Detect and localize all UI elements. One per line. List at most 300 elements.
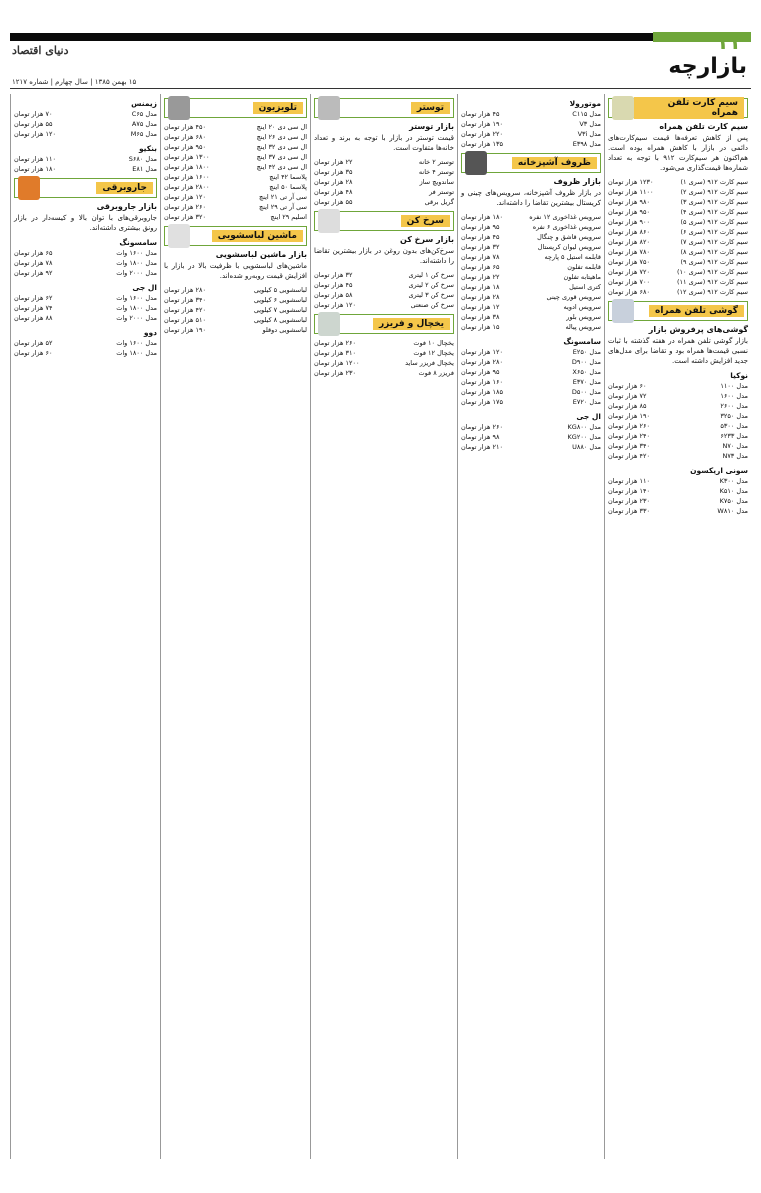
article-body: بازار گوشی تلفن همراه در هفته گذشته با ثبات نسبی قیمت‌ها همراه بود و تقاضا برای مدل‌های جدید افزایش داشته است. [608, 337, 748, 365]
item-name: مدل E۷۲۰ [572, 398, 601, 406]
item-name: سرویس غذاخوری ۱۲ نفره [529, 213, 601, 221]
section-title: جاروبرقی [96, 182, 153, 194]
brand-heading: بنکیو [138, 144, 157, 153]
item-price: ۱۶۰ هزار تومان [461, 378, 503, 386]
price-row [608, 486, 748, 496]
price-row [14, 248, 157, 258]
brand-heading: سونی اریکسون [690, 466, 748, 475]
item-name: سیم کارت ۹۱۲ (سری ۵) [680, 218, 748, 226]
price-row [608, 197, 748, 207]
product-image-icon [318, 312, 340, 336]
item-price: ۳۳۰ هزار تومان [608, 507, 650, 515]
column-5 [10, 94, 160, 1159]
item-name: فریزر ۸ فوت [418, 369, 454, 377]
price-row [461, 377, 601, 387]
item-price: ۳۲۰ هزار تومان [164, 213, 206, 221]
item-price: ۳۸ هزار تومان [461, 313, 500, 321]
article-subtitle: بازار جاروبرقی [96, 202, 157, 211]
price-row [608, 391, 748, 401]
item-price: ۵۸ هزار تومان [314, 291, 353, 299]
price-row [461, 347, 601, 357]
price-row [14, 313, 157, 323]
item-price: ۱۹۰ هزار تومان [164, 326, 206, 334]
price-row [608, 506, 748, 516]
item-price: ۱۲۰۰ هزار تومان [314, 359, 360, 367]
brand-heading: دوو [143, 328, 157, 337]
price-row [461, 367, 601, 377]
item-price: ۱۲۰ هزار تومان [461, 348, 503, 356]
section-title: تلویزیون [253, 102, 303, 114]
item-name: سرخ کن ۱ لیتری [408, 271, 454, 279]
item-price: ۱۴۰ هزار تومان [608, 487, 650, 495]
item-price: ۱۱۰ هزار تومان [14, 155, 56, 163]
price-row [164, 132, 307, 142]
item-name: سرخ کن ۲ لیتری [408, 281, 454, 289]
item-name: ال سی دی ۳۲ اینچ [256, 143, 307, 151]
item-price: ۴۲۰ هزار تومان [608, 452, 650, 460]
item-name: مدل ۲۰۰۰ وات [116, 269, 157, 277]
product-image-icon [612, 96, 634, 120]
item-name: گریل برقی [424, 198, 454, 206]
price-row [314, 167, 454, 177]
item-name: یخچال ۱۰ فوت [413, 339, 454, 347]
price-row [608, 496, 748, 506]
item-price: ۹۲ هزار تومان [14, 269, 53, 277]
header-bar [10, 33, 751, 41]
item-name: اسلیم ۲۹ اینچ [270, 213, 307, 221]
brand-logo: دنیای اقتصاد [12, 44, 69, 57]
item-price: ۳۲ هزار تومان [461, 243, 500, 251]
item-name: مدل KG۸۰۰ [567, 423, 601, 431]
item-price: ۲۲ هزار تومان [314, 158, 353, 166]
section-header [164, 98, 307, 118]
product-image-icon [612, 299, 634, 323]
item-name: مدل D۹۰۰ [571, 358, 601, 366]
item-price: ۸۸ هزار تومان [14, 314, 53, 322]
item-price: ۱۶۰۰ هزار تومان [164, 173, 210, 181]
item-price: ۲۱۰ هزار تومان [461, 443, 503, 451]
item-name: مدل ۱۸۰۰ وات [116, 259, 157, 267]
item-name: توستر ۴ خانه [418, 168, 454, 176]
item-price: ۹۸۰ هزار تومان [608, 198, 650, 206]
column-2 [457, 94, 604, 1159]
price-row [164, 162, 307, 172]
item-name: مدل ۶۲۳۳ [720, 432, 748, 440]
item-name: سی آر تی ۲۹ اینچ [258, 203, 307, 211]
brand-heading: نوکیا [730, 371, 748, 380]
item-name: سیم کارت ۹۱۲ (سری ۱) [680, 178, 748, 186]
price-row [14, 119, 157, 129]
item-price: ۱۲۳۰ هزار تومان [608, 178, 654, 186]
page-number: ۲۴ [718, 30, 744, 54]
item-price: ۹۵۰ هزار تومان [608, 208, 650, 216]
item-name: مدل W۸۱۰ [717, 507, 748, 515]
item-price: ۱۲۰ هزار تومان [164, 193, 206, 201]
price-row [164, 285, 307, 295]
item-price: ۱۸۵ هزار تومان [461, 388, 503, 396]
item-name: سرویس بلور [566, 313, 601, 321]
item-price: ۶۸۰ هزار تومان [164, 133, 206, 141]
price-row [14, 268, 157, 278]
item-price: ۲۶۰ هزار تومان [164, 203, 206, 211]
item-name: توستر ۲ خانه [418, 158, 454, 166]
item-price: ۱۸۰۰ هزار تومان [164, 163, 210, 171]
item-name: مدل X۶۵۰ [572, 368, 601, 376]
item-price: ۲۳۰ هزار تومان [314, 369, 356, 377]
item-price: ۶۸۰ هزار تومان [608, 288, 650, 296]
price-row [608, 207, 748, 217]
product-image-icon [18, 176, 40, 200]
item-price: ۸۵ هزار تومان [608, 402, 647, 410]
item-name: مدل N۷۰ [722, 442, 748, 450]
section-header [314, 314, 454, 334]
price-row [608, 411, 748, 421]
item-price: ۱۲۰ هزار تومان [14, 130, 56, 138]
item-price: ۳۲ هزار تومان [314, 271, 353, 279]
brand-heading: ال جی [132, 283, 157, 292]
article-body: ماشین‌های لباسشویی با ظرفیت بالا در بازار با افزایش قیمت روبه‌رو شده‌اند. [164, 262, 307, 280]
item-name: سیم کارت ۹۱۲ (سری ۸) [680, 248, 748, 256]
item-price: ۱۹۰ هزار تومان [461, 120, 503, 128]
item-name: سیم کارت ۹۱۲ (سری ۱۱) [676, 278, 748, 286]
item-price: ۲۶۰ هزار تومان [608, 422, 650, 430]
item-name: مدل N۷۳ [722, 452, 748, 460]
item-name: ساندویچ ساز [419, 178, 454, 186]
price-row [461, 119, 601, 129]
item-name: سی آر تی ۲۱ اینچ [258, 193, 307, 201]
section-header [461, 153, 601, 173]
price-row [461, 302, 601, 312]
item-name: سرویس لیوان کریستال [537, 243, 601, 251]
item-name: سیم کارت ۹۱۲ (سری ۱۲) [676, 288, 748, 296]
article-subtitle: بازار توستر [409, 122, 454, 131]
section-header [608, 301, 748, 321]
item-name: مدل E۸۱ [132, 165, 157, 173]
price-row [14, 154, 157, 164]
item-price: ۲۸۰ هزار تومان [164, 286, 206, 294]
price-row [164, 315, 307, 325]
price-row [14, 293, 157, 303]
header-rule [10, 88, 751, 89]
price-row [14, 109, 157, 119]
item-name: مدل E۳۷۰ [572, 378, 601, 386]
item-price: ۷۰۰ هزار تومان [608, 278, 650, 286]
item-name: سرویس قوری چینی [546, 293, 601, 301]
product-image-icon [168, 224, 190, 248]
item-price: ۷۲ هزار تومان [608, 392, 647, 400]
price-row [164, 122, 307, 132]
article-subtitle: سیم کارت تلفن همراه [659, 122, 748, 131]
item-name: سرویس قاشق و چنگال [537, 233, 601, 241]
price-row [14, 338, 157, 348]
price-row [461, 139, 601, 149]
item-price: ۶۰ هزار تومان [14, 349, 53, 357]
item-name: سیم کارت ۹۱۲ (سری ۷) [680, 238, 748, 246]
price-row [164, 305, 307, 315]
price-row [461, 442, 601, 452]
article-body: پس از کاهش تعرفه‌ها قیمت سیم‌کارت‌های دائمی در بازار با کاهش همراه بوده است. هم‌اکنون هر سیم‌کارت ۹۱۲ با توجه به تعداد شماره‌ها قیمت‌گذاری می‌شود. [608, 134, 748, 172]
item-price: ۸۲۰ هزار تومان [608, 238, 650, 246]
price-row [164, 142, 307, 152]
item-name: مدل ۱۱۰۰ [720, 382, 748, 390]
article-body: جاروبرقی‌های با توان بالا و کیسه‌دار در بازار رونق بیشتری داشته‌اند. [14, 214, 157, 232]
item-price: ۴۸ هزار تومان [314, 188, 353, 196]
item-price: ۴۵۰ هزار تومان [164, 123, 206, 131]
brand-heading: سامسونگ [563, 337, 601, 346]
price-row [461, 397, 601, 407]
item-price: ۱۱۰ هزار تومان [608, 477, 650, 485]
item-name: مدل ۲۶۰۰ [720, 402, 748, 410]
item-price: ۶۲ هزار تومان [14, 294, 53, 302]
brand-heading: موتورولا [569, 99, 601, 108]
price-row [608, 227, 748, 237]
section-title: ماشین لباسشویی [212, 230, 303, 242]
section-title: سیم کارت تلفن همراه [634, 97, 744, 119]
section-header [314, 98, 454, 118]
item-name: سرخ کن ۳ لیتری [408, 291, 454, 299]
item-price: ۱۸۰ هزار تومان [14, 165, 56, 173]
item-name: سیم کارت ۹۱۲ (سری ۲) [680, 188, 748, 196]
price-row [608, 277, 748, 287]
item-name: مدل ۱۸۰۰ وات [116, 304, 157, 312]
item-name: لباسشویی دوقلو [262, 326, 307, 334]
item-name: ال سی دی ۲۶ اینچ [256, 133, 307, 141]
item-name: مدل C۱۱۵ [572, 110, 601, 118]
item-name: سرویس ادویه [563, 303, 601, 311]
item-price: ۱۲۰ هزار تومان [314, 301, 356, 309]
price-row [461, 282, 601, 292]
price-row [461, 292, 601, 302]
price-row [314, 187, 454, 197]
article-subtitle: گوشی‌های پرفروش بازار [648, 325, 748, 334]
price-row [461, 262, 601, 272]
item-name: مدل ۱۶۰۰ وات [116, 294, 157, 302]
price-row [314, 177, 454, 187]
price-row [164, 212, 307, 222]
item-price: ۹۵ هزار تومان [461, 368, 500, 376]
item-name: مدل E۳۹۸ [572, 140, 601, 148]
item-price: ۷۸ هزار تومان [461, 253, 500, 261]
item-price: ۵۵ هزار تومان [14, 120, 53, 128]
item-price: ۴۵ هزار تومان [461, 110, 500, 118]
item-price: ۳۴۰ هزار تومان [608, 442, 650, 450]
item-price: ۷۲۰ هزار تومان [608, 268, 650, 276]
price-row [608, 381, 748, 391]
item-name: سیم کارت ۹۱۲ (سری ۱۰) [676, 268, 748, 276]
item-price: ۲۳۰ هزار تومان [608, 497, 650, 505]
item-name: مدل M۶۵ [130, 130, 157, 138]
price-row [314, 300, 454, 310]
item-price: ۹۵۰ هزار تومان [164, 143, 206, 151]
article-subtitle: بازار سرخ کن [400, 235, 454, 244]
item-price: ۳۴۰ هزار تومان [164, 296, 206, 304]
price-row [608, 431, 748, 441]
item-price: ۱۸ هزار تومان [461, 283, 500, 291]
item-name: مدل KG۲۰۰ [567, 433, 601, 441]
item-price: ۳۱۰ هزار تومان [314, 349, 356, 357]
price-row [164, 152, 307, 162]
price-row [314, 368, 454, 378]
price-row [608, 237, 748, 247]
price-row [461, 242, 601, 252]
item-name: توستر فر [429, 188, 454, 196]
item-name: سرخ کن صنعتی [410, 301, 454, 309]
product-image-icon [318, 96, 340, 120]
item-name: مدل V۳ [579, 120, 601, 128]
price-row [608, 476, 748, 486]
item-price: ۹۸ هزار تومان [461, 433, 500, 441]
price-row [164, 192, 307, 202]
article-body: قیمت توستر در بازار با توجه به برند و تعداد خانه‌ها متفاوت است. [314, 134, 454, 152]
price-row [164, 202, 307, 212]
item-price: ۲۸۰ هزار تومان [461, 358, 503, 366]
item-name: لباسشویی ۶ کیلویی [253, 296, 307, 304]
price-row [608, 421, 748, 431]
item-name: مدل A۷۵ [131, 120, 157, 128]
price-row [461, 312, 601, 322]
product-image-icon [465, 151, 487, 175]
item-price: ۱۷۵ هزار تومان [461, 398, 503, 406]
item-name: لباسشویی ۸ کیلویی [253, 316, 307, 324]
item-name: مدل ۱۶۰۰ [720, 392, 748, 400]
price-row [608, 247, 748, 257]
item-price: ۲۶۰ هزار تومان [314, 339, 356, 347]
price-row [461, 432, 601, 442]
item-price: ۹۰۰ هزار تومان [608, 218, 650, 226]
price-row [461, 252, 601, 262]
item-price: ۱۳۰۰ هزار تومان [164, 153, 210, 161]
price-row [461, 422, 601, 432]
page-title: بازارچه [668, 54, 747, 79]
price-row [14, 164, 157, 174]
item-name: پلاسما ۵۰ اینچ [269, 183, 307, 191]
brand-heading: سامسونگ [119, 238, 157, 247]
item-name: مدل ۱۶۰۰ وات [116, 339, 157, 347]
price-row [608, 187, 748, 197]
brand-heading: ال جی [576, 412, 601, 421]
item-price: ۱۳۵ هزار تومان [461, 140, 503, 148]
item-price: ۲۲ هزار تومان [461, 273, 500, 281]
item-price: ۷۸۰ هزار تومان [608, 248, 650, 256]
article-body: سرخ‌کن‌های بدون روغن در بازار بیشترین تقاضا را داشته‌اند. [314, 247, 454, 265]
item-name: مدل K۳۰۰ [719, 477, 748, 485]
section-header [314, 211, 454, 231]
product-image-icon [168, 96, 190, 120]
price-row [314, 338, 454, 348]
item-name: مدل ۵۳۰۰ [720, 422, 748, 430]
item-name: قابلمه تفلون [567, 263, 601, 271]
item-price: ۴۵ هزار تومان [314, 281, 353, 289]
item-name: کتری استیل [569, 283, 601, 291]
item-name: ال سی دی ۲۰ اینچ [256, 123, 307, 131]
item-name: مدل ۲۰۰۰ وات [116, 314, 157, 322]
item-price: ۶۵ هزار تومان [14, 249, 53, 257]
price-row [461, 232, 601, 242]
article-subtitle: بازار ماشین لباسشویی [215, 250, 307, 259]
price-row [461, 129, 601, 139]
item-name: مدل K۵۱۰ [719, 487, 748, 495]
item-price: ۵۲ هزار تومان [14, 339, 53, 347]
section-title: توستر [411, 102, 450, 114]
section-title: ظروف آشپزخانه [512, 157, 597, 169]
item-price: ۵۵ هزار تومان [314, 198, 353, 206]
item-name: مدل ۱۶۰۰ وات [116, 249, 157, 257]
item-name: یخچال فریزر ساید [405, 359, 454, 367]
item-price: ۲۸ هزار تومان [461, 293, 500, 301]
price-row [164, 172, 307, 182]
section-title: گوشی تلفن همراه [649, 305, 744, 317]
column-3 [310, 94, 457, 1159]
price-row [314, 197, 454, 207]
price-row [14, 129, 157, 139]
price-row [314, 290, 454, 300]
price-row [14, 348, 157, 358]
column-4 [160, 94, 310, 1159]
item-price: ۸۶۰ هزار تومان [608, 228, 650, 236]
price-row [461, 357, 601, 367]
item-name: مدل C۶۵ [131, 110, 157, 118]
brand-heading: زیمنس [131, 99, 157, 108]
item-name: لباسشویی ۵ کیلویی [253, 286, 307, 294]
column-1 [604, 94, 751, 1159]
item-price: ۷۵۰ هزار تومان [608, 258, 650, 266]
item-name: سیم کارت ۹۱۲ (سری ۳) [680, 198, 748, 206]
article-subtitle: بازار ظروف [553, 177, 601, 186]
item-name: قابلمه استیل ۵ پارچه [544, 253, 601, 261]
item-name: ال سی دی ۳۷ اینچ [256, 153, 307, 161]
price-row [314, 358, 454, 368]
item-price: ۱۵ هزار تومان [461, 323, 500, 331]
price-row [608, 267, 748, 277]
item-price: ۶۰ هزار تومان [608, 382, 647, 390]
item-price: ۷۴ هزار تومان [14, 304, 53, 312]
price-row [608, 287, 748, 297]
price-row [461, 322, 601, 332]
item-price: ۵۱۰ هزار تومان [164, 316, 206, 324]
item-name: مدل U۸۸۰ [572, 443, 601, 451]
item-price: ۱۲ هزار تومان [461, 303, 500, 311]
price-row [164, 295, 307, 305]
item-name: یخچال ۱۲ فوت [413, 349, 454, 357]
item-name: مدل E۲۵۰ [572, 348, 601, 356]
item-name: مدل S۶۸۰ [128, 155, 157, 163]
item-name: مدل K۷۵۰ [719, 497, 748, 505]
item-price: ۷۰ هزار تومان [14, 110, 53, 118]
price-row [461, 222, 601, 232]
price-row [608, 177, 748, 187]
item-price: ۶۵ هزار تومان [461, 263, 500, 271]
item-name: سیم کارت ۹۱۲ (سری ۹) [680, 258, 748, 266]
article-body: در بازار ظروف آشپزخانه، سرویس‌های چینی و کریستال بیشترین تقاضا را داشته‌اند. [461, 189, 601, 207]
item-name: مدل ۳۲۵۰ [720, 412, 748, 420]
price-row [608, 451, 748, 461]
item-price: ۱۹۰ هزار تومان [608, 412, 650, 420]
section-header [608, 98, 748, 118]
price-row [14, 258, 157, 268]
price-row [461, 387, 601, 397]
item-price: ۱۸۰ هزار تومان [461, 213, 503, 221]
price-row [314, 157, 454, 167]
item-price: ۷۸ هزار تومان [14, 259, 53, 267]
item-name: مدل D۵۰۰ [571, 388, 601, 396]
item-price: ۲۸۰۰ هزار تومان [164, 183, 210, 191]
price-row [608, 217, 748, 227]
item-name: مدل V۳i [577, 130, 601, 138]
price-row [608, 401, 748, 411]
item-price: ۲۸ هزار تومان [314, 178, 353, 186]
item-price: ۴۵ هزار تومان [461, 233, 500, 241]
item-price: ۹۵ هزار تومان [461, 223, 500, 231]
